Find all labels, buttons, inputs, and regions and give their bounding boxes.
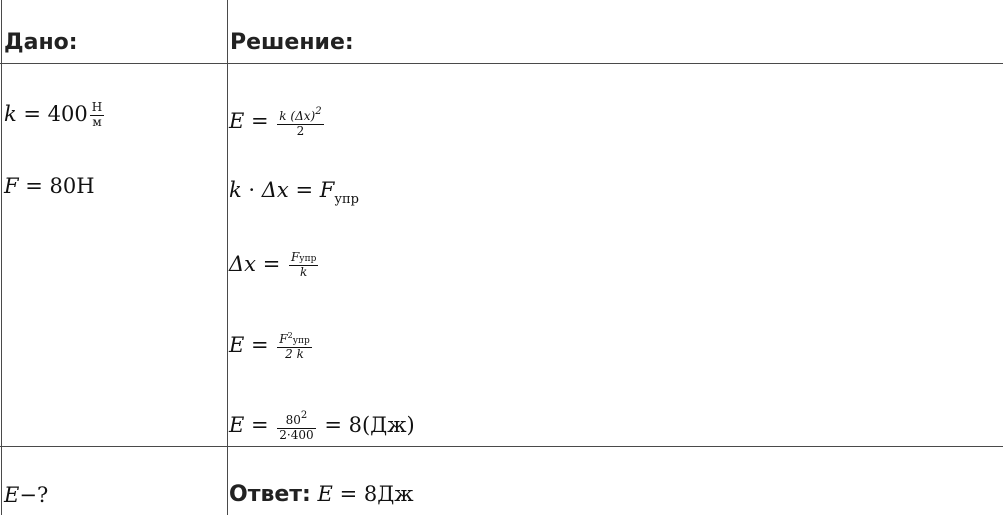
fraction: $\frac{k (\Delta x)^2}{2}$ [279,106,322,138]
given-f [4,176,95,197]
given-f-value: = 80Н [18,174,95,198]
given-k-symbol: k [4,101,17,126]
table-column-divider [227,0,228,515]
solution-step-displacement: Δx = $\frac{\text{Fупр}}{k}$ [229,250,317,279]
given-header: Дано: [4,30,78,55]
given-k-value: = 400 [16,101,88,126]
solution-header: Решение: [230,30,354,55]
answer: Ответ: E = 8Дж [229,482,414,507]
solution-step-energy-formula: E = $\frac{k (\Delta x)^2}{2}$ [229,106,322,138]
table-row-divider-header [0,63,1003,64]
find-quantity: E−? [4,483,49,507]
given-k [4,101,106,130]
fraction: $\frac{\text{Fупр}}{k}$ [290,250,317,279]
solution-step-calculation: E = $\frac{80^2}{2\cdot 400}$ = 8(Дж) [229,410,415,442]
given-f-symbol: F [4,174,19,198]
fraction: $\frac{F^2упр}{2 k}$ [279,331,310,361]
fraction: $\frac{80^2}{2\cdot 400}$ [279,410,314,442]
table-row-divider-answer [0,446,1003,447]
answer-label: Ответ: [229,482,311,507]
table-border-left [1,0,2,515]
solution-step-energy-force: E = $\frac{F^2упр}{2 k}$ [229,331,310,361]
solution-step-hooke-law: $k \cdot \Delta x = F_{упр}$ [229,178,359,207]
given-k-unit: $\frac{Н}{м}$ [91,100,103,129]
